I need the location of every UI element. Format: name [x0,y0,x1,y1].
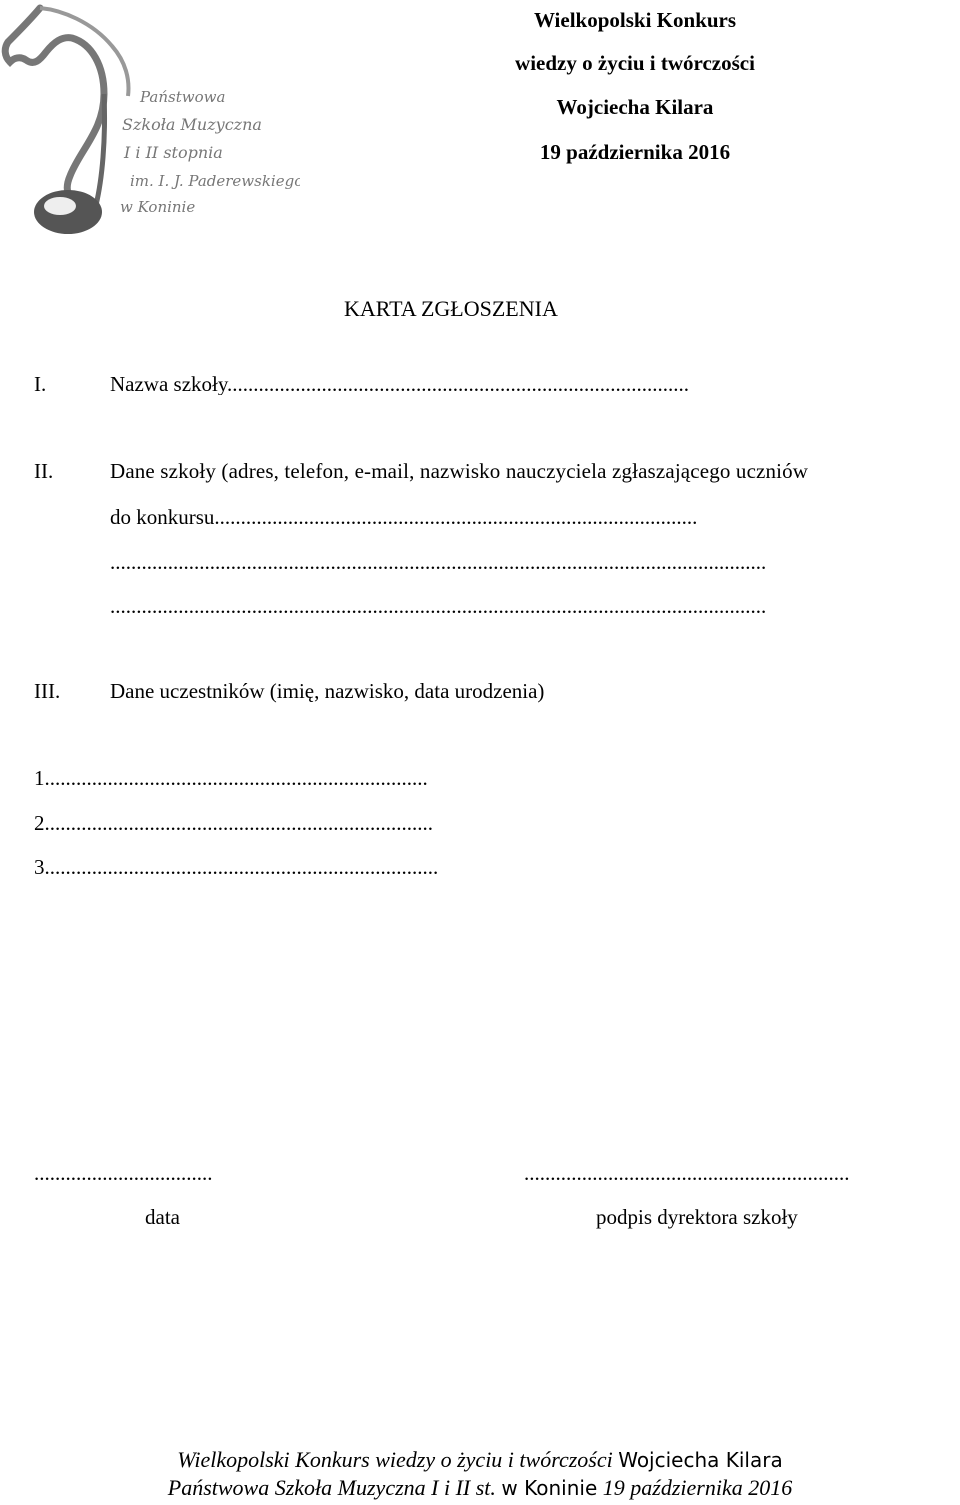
form-title: KARTA ZGŁOSZENIA [344,296,558,321]
svg-text:I i II stopnia: I i II stopnia [124,143,223,162]
school-details-label: Dane szkoły (adres, telefon, e-mail, nazwisko nauczyciela zgłaszającego uczniów [110,459,809,483]
treble-clef-horse-logo-icon [0,0,300,240]
footer-line-1 [0,1449,960,1471]
signature-field[interactable]: .............................................................. [524,1163,850,1184]
footer-contest-name: Wielkopolski Konkurs wiedzy o życiu i twórczości [177,1447,613,1472]
school-details-field-2[interactable]: ............................................................................................................................. [110,552,767,573]
footer-composer-name: Wojciecha Kilara [618,1448,783,1472]
school-name-field[interactable]: Nazwa szkoły........................................................................................ [110,374,690,395]
footer-line-2 [0,1477,960,1499]
participants-label: Dane uczestników (imię, nazwisko, data urodzenia) [110,679,545,703]
signature-label: podpis dyrektora szkoły [596,1205,798,1229]
svg-text:Szkoła Muzyczna: Szkoła Muzyczna [122,115,262,134]
school-details-field-3[interactable]: ............................................................................................................................. [110,596,767,617]
footer-date: 19 października 2016 [602,1475,793,1500]
header-line-2: wiedzy o życiu i twórczości [515,51,755,75]
participant-field-2[interactable]: 2.......................................................................... [34,813,433,834]
svg-text:w Koninie: w Koninie [120,198,196,216]
header-line-3: Wojciecha Kilara [556,95,714,119]
section-3-number: III. [34,679,61,703]
section-2-number: II. [34,459,54,483]
footer-city: w Koninie [501,1476,598,1500]
participant-field-3[interactable]: 3........................................................................... [34,857,439,878]
logo-text-1: Państwowa [140,88,226,106]
svg-text:im. I. J. Paderewskiego: im. I. J. Paderewskiego [130,172,300,190]
footer-school-name: Państwowa Szkoła Muzyczna I i II st. [167,1475,496,1500]
school-details-field-1[interactable]: do konkursu............................................................................................ [110,507,698,528]
participant-field-1[interactable]: 1......................................................................... [34,768,428,789]
header-line-4: 19 października 2016 [539,140,731,164]
section-1-number: I. [34,372,47,396]
date-field[interactable]: .................................. [34,1163,213,1184]
school-logo [0,0,300,240]
header-line-1: Wielkopolski Konkurs [533,8,737,32]
date-label: data [145,1205,180,1229]
